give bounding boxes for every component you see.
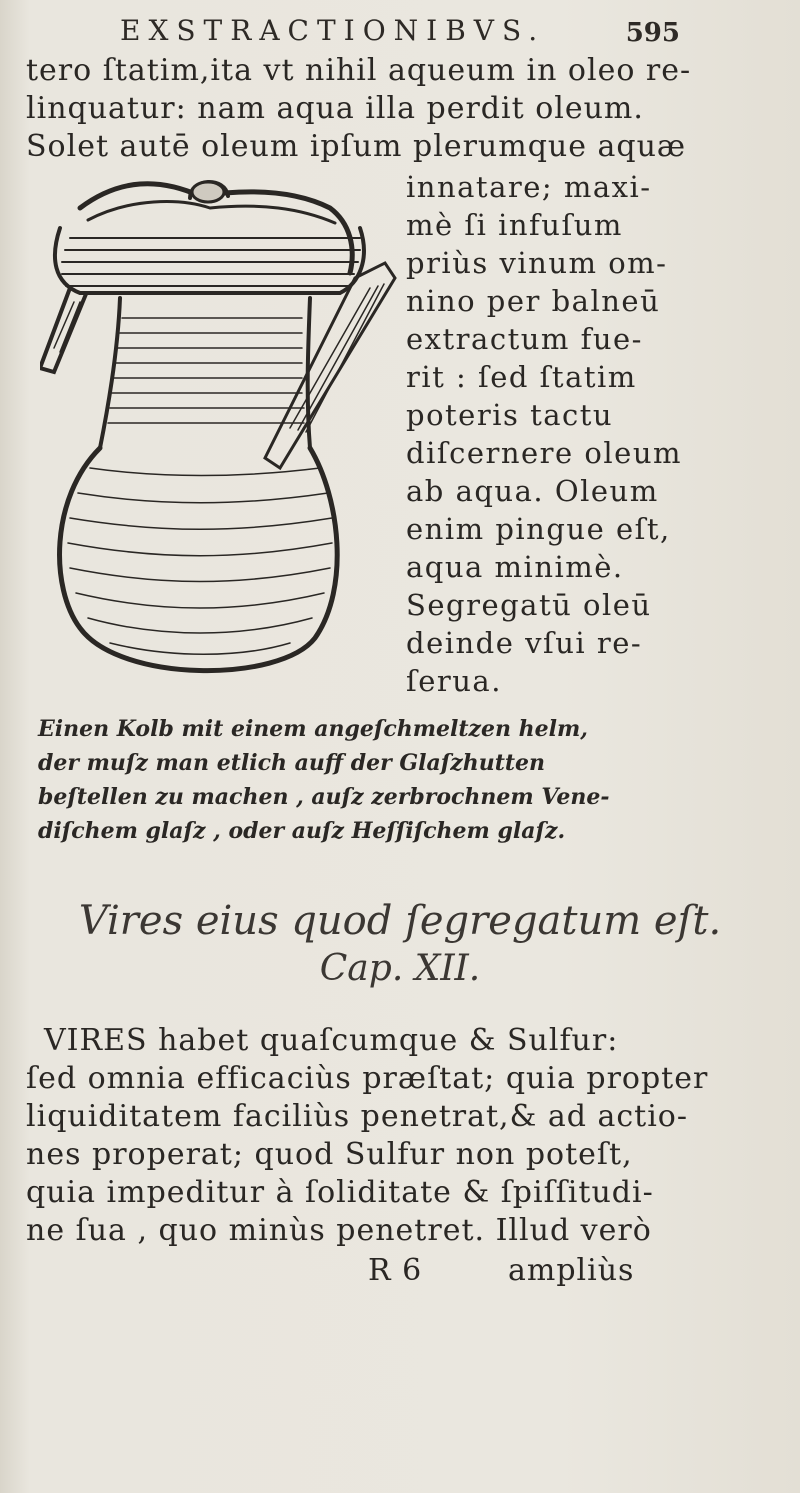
running-title: EXSTRACTIONIBVS.	[120, 14, 546, 47]
running-header	[120, 14, 680, 54]
column-line: ſerua.	[406, 664, 502, 698]
alembic-flask-icon	[40, 168, 410, 698]
column-line: Segregatū oleū	[406, 588, 652, 622]
column-line: ab aqua. Oleum	[406, 474, 659, 508]
column-line: innatare; maxi-	[406, 170, 652, 204]
column-line: rit : ſed ſtatim	[406, 360, 637, 394]
page-number: 595	[625, 18, 680, 48]
caption-line: diſchem glaſz , oder auſz Heſſiſchem glaſz.	[38, 818, 566, 844]
body-line: nes properat; quod Sulfur non poteſt,	[26, 1137, 633, 1172]
column-line: extractum fue-	[406, 322, 643, 356]
column-line: deinde vſui re-	[406, 626, 643, 660]
column-line: aqua minimè.	[406, 550, 624, 584]
body-line: quia impeditur à ſoliditate & ſpiſſitudi-	[26, 1175, 654, 1210]
text-line: tero ſtatim,ita vt nihil aqueum in oleo re-	[26, 53, 692, 88]
chapter-number: Cap. XII.	[319, 948, 481, 989]
column-line: nino per balneū	[406, 284, 661, 318]
caption-line: der muſz man etlich auff der Glaſzhutten	[38, 750, 546, 776]
column-line: diſcernere oleum	[406, 436, 682, 470]
text-line: linquatur: nam aqua illa perdit oleum.	[26, 91, 644, 126]
text-line: Solet autē oleum ipſum plerumque aquæ	[26, 129, 687, 164]
body-line: ne ſua , quo minùs penetret. Illud verò	[26, 1213, 652, 1248]
column-line: priùs vinum om-	[406, 246, 668, 280]
body-line: VIRES habet quaſcumque & Sulfur:	[44, 1023, 619, 1058]
column-line: enim pingue eſt,	[406, 512, 671, 546]
caption-line: beſtellen zu machen , auſz zerbrochnem Vene-	[38, 784, 610, 810]
body-line: ſed omnia efficaciùs præſtat; quia propter	[26, 1061, 709, 1096]
column-line: poteris tactu	[406, 398, 614, 432]
catchword: ampliùs	[508, 1253, 635, 1288]
column-line: mè ſi infuſum	[406, 208, 623, 242]
body-line: liquiditatem faciliùs penetrat,& ad actio-	[26, 1099, 688, 1134]
caption-line: Einen Kolb mit einem angeſchmeltzen helm,	[38, 716, 588, 742]
chapter-title: Vires eius quod ſegregatum eſt.	[78, 898, 722, 944]
signature-mark: R 6	[368, 1253, 423, 1288]
